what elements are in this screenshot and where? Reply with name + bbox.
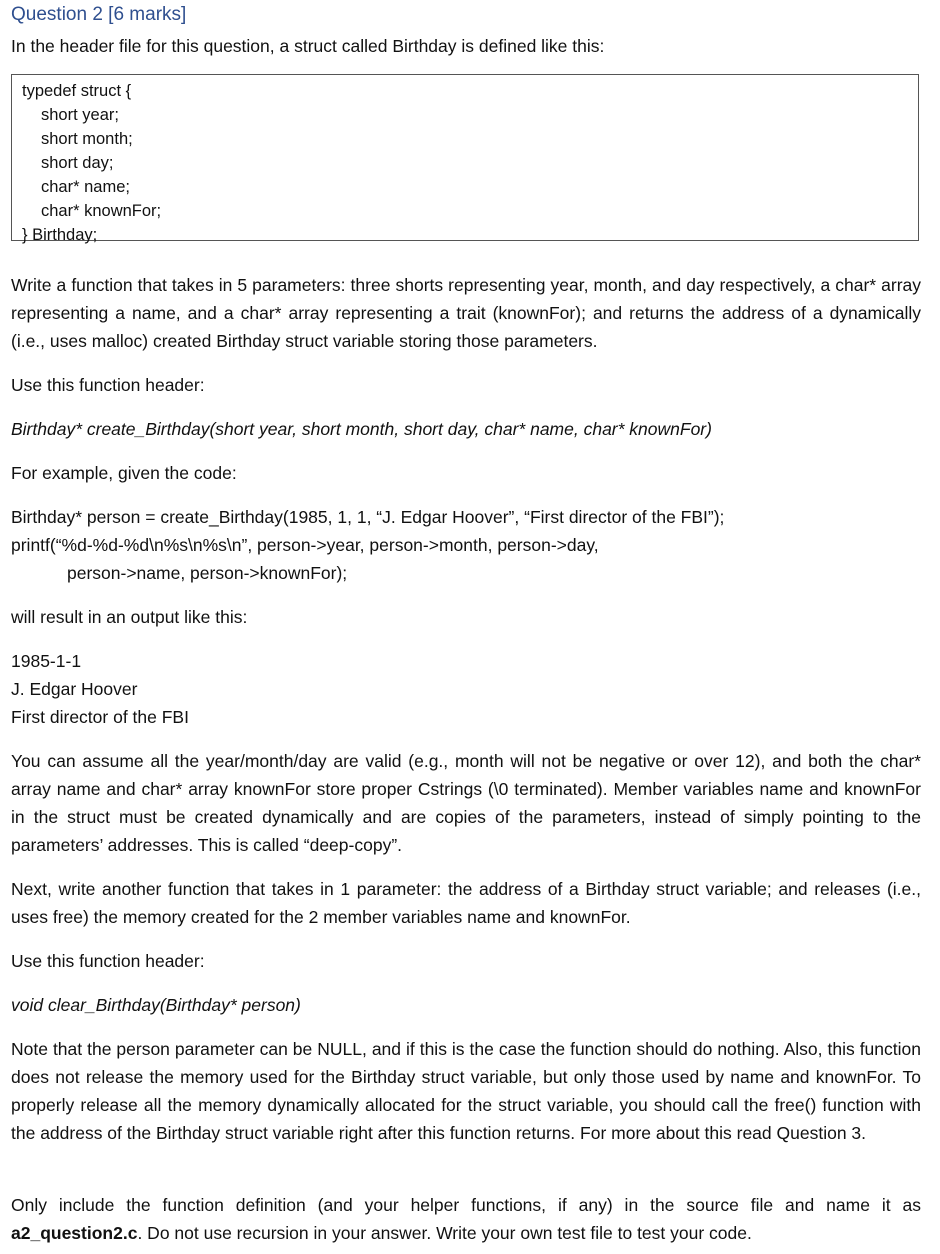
- source-filename: a2_question2.c: [11, 1223, 138, 1243]
- function-description: Write a function that takes in 5 parameters: three shorts representing year, month, and day respectively, a char* array representing a name, and a char* array representing a trait (knownFor); and returns the address of a dynamically (i.e., uses malloc) created Birthday struct variable storing those parameters.: [11, 275, 921, 351]
- use-header-label: Use this function header:: [11, 375, 205, 395]
- output-line: 1985-1-1: [11, 651, 82, 671]
- example-code-line: printf(“%d-%d-%d\n%s\n%s\n”, person->year, person->month, person->day,: [11, 535, 599, 555]
- output-line: First director of the FBI: [11, 707, 189, 727]
- code-line: typedef struct {: [22, 82, 132, 100]
- question-title: Question 2 [6 marks]: [11, 4, 187, 25]
- code-line: short day;: [41, 154, 114, 172]
- submission-text: . Do not use recursion in your answer. Write your own test file to test your code.: [137, 1223, 752, 1243]
- deep-copy-paragraph: You can assume all the year/month/day are valid (e.g., month will not be negative or over 12), and both the char* array name and char* array knownFor store proper Cstrings (\0 terminated). Member variables name and knownFor in the struct must be created dynamically and are copies of the parameters, instead of simply pointing to the parameters’ addresses. This is called “deep-copy”.: [11, 751, 921, 855]
- null-note-paragraph: Note that the person parameter can be NULL, and if this is the case the function should do nothing. Also, this function does not release the memory used for the Birthday struct variable, but only those used by name and knownFor. To properly release all the memory dynamically allocated for the struct variable, you should call the free() function with the address of the Birthday struct variable right after this function returns. For more about this read Question 3.: [11, 1039, 921, 1143]
- output-line: J. Edgar Hoover: [11, 679, 138, 699]
- code-line: char* knownFor;: [41, 202, 162, 220]
- example-code-line: Birthday* person = create_Birthday(1985, 1, 1, “J. Edgar Hoover”, “First director of the FBI”);: [11, 507, 725, 527]
- example-intro: For example, given the code:: [11, 463, 237, 483]
- create-birthday-signature: Birthday* create_Birthday(short year, short month, short day, char* name, char* knownFor): [11, 419, 712, 439]
- code-line: short month;: [41, 130, 133, 148]
- code-line: } Birthday;: [22, 226, 98, 244]
- use-header-label: Use this function header:: [11, 951, 205, 971]
- question-intro: In the header file for this question, a struct called Birthday is defined like this:: [11, 36, 605, 56]
- struct-code-box: [11, 74, 919, 244]
- example-code-line: person->name, person->knownFor);: [67, 563, 348, 583]
- clear-birthday-signature: void clear_Birthday(Birthday* person): [11, 995, 301, 1015]
- submission-text: Only include the function definition (and your helper functions, if any) in the source file and name it as: [11, 1195, 921, 1215]
- code-line: char* name;: [41, 178, 130, 196]
- code-line: short year;: [41, 106, 119, 124]
- result-intro: will result in an output like this:: [11, 607, 248, 627]
- submission-paragraph: [11, 1191, 921, 1247]
- clear-function-paragraph: Next, write another function that takes in 1 parameter: the address of a Birthday struct variable; and releases (i.e., uses free) the memory created for the 2 member variables name and knownFor.: [11, 879, 921, 927]
